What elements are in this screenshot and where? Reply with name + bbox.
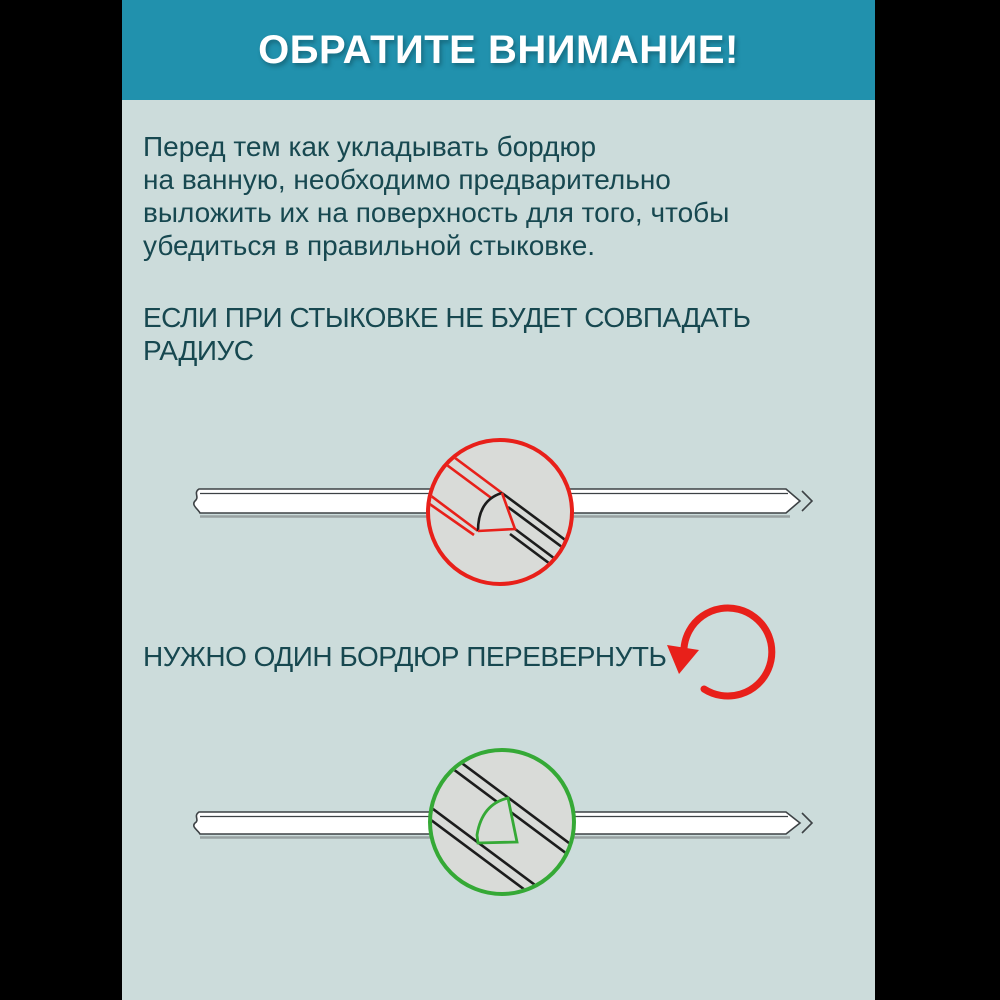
rotate-arrow-icon <box>667 598 797 710</box>
warning-text <box>143 301 858 367</box>
infographic-card <box>122 0 875 1000</box>
intro-line: Перед тем как укладывать бордюр <box>143 131 597 162</box>
figure-joint-match <box>122 735 875 925</box>
header-banner <box>122 0 875 100</box>
magnifier-circle-red <box>338 420 638 610</box>
warning-line: РАДИУС <box>143 335 254 366</box>
figure-joint-mismatch <box>122 420 875 610</box>
strip-end-chevron <box>802 491 812 511</box>
intro-line: выложить их на поверхность для того, чтобы <box>143 197 730 228</box>
strip-end-chevron <box>802 813 812 833</box>
intro-paragraph <box>143 130 858 262</box>
page-title: ОБРАТИТЕ ВНИМАНИЕ! <box>258 27 739 72</box>
warning-line: ЕСЛИ ПРИ СТЫКОВКЕ НЕ БУДЕТ СОВПАДАТЬ <box>143 302 751 333</box>
intro-line: убедиться в правильной стыковке. <box>143 230 596 261</box>
instruction-text: НУЖНО ОДИН БОРДЮР ПЕРЕВЕРНУТЬ <box>143 641 667 672</box>
intro-line: на ванную, необходимо предварительно <box>143 164 671 195</box>
